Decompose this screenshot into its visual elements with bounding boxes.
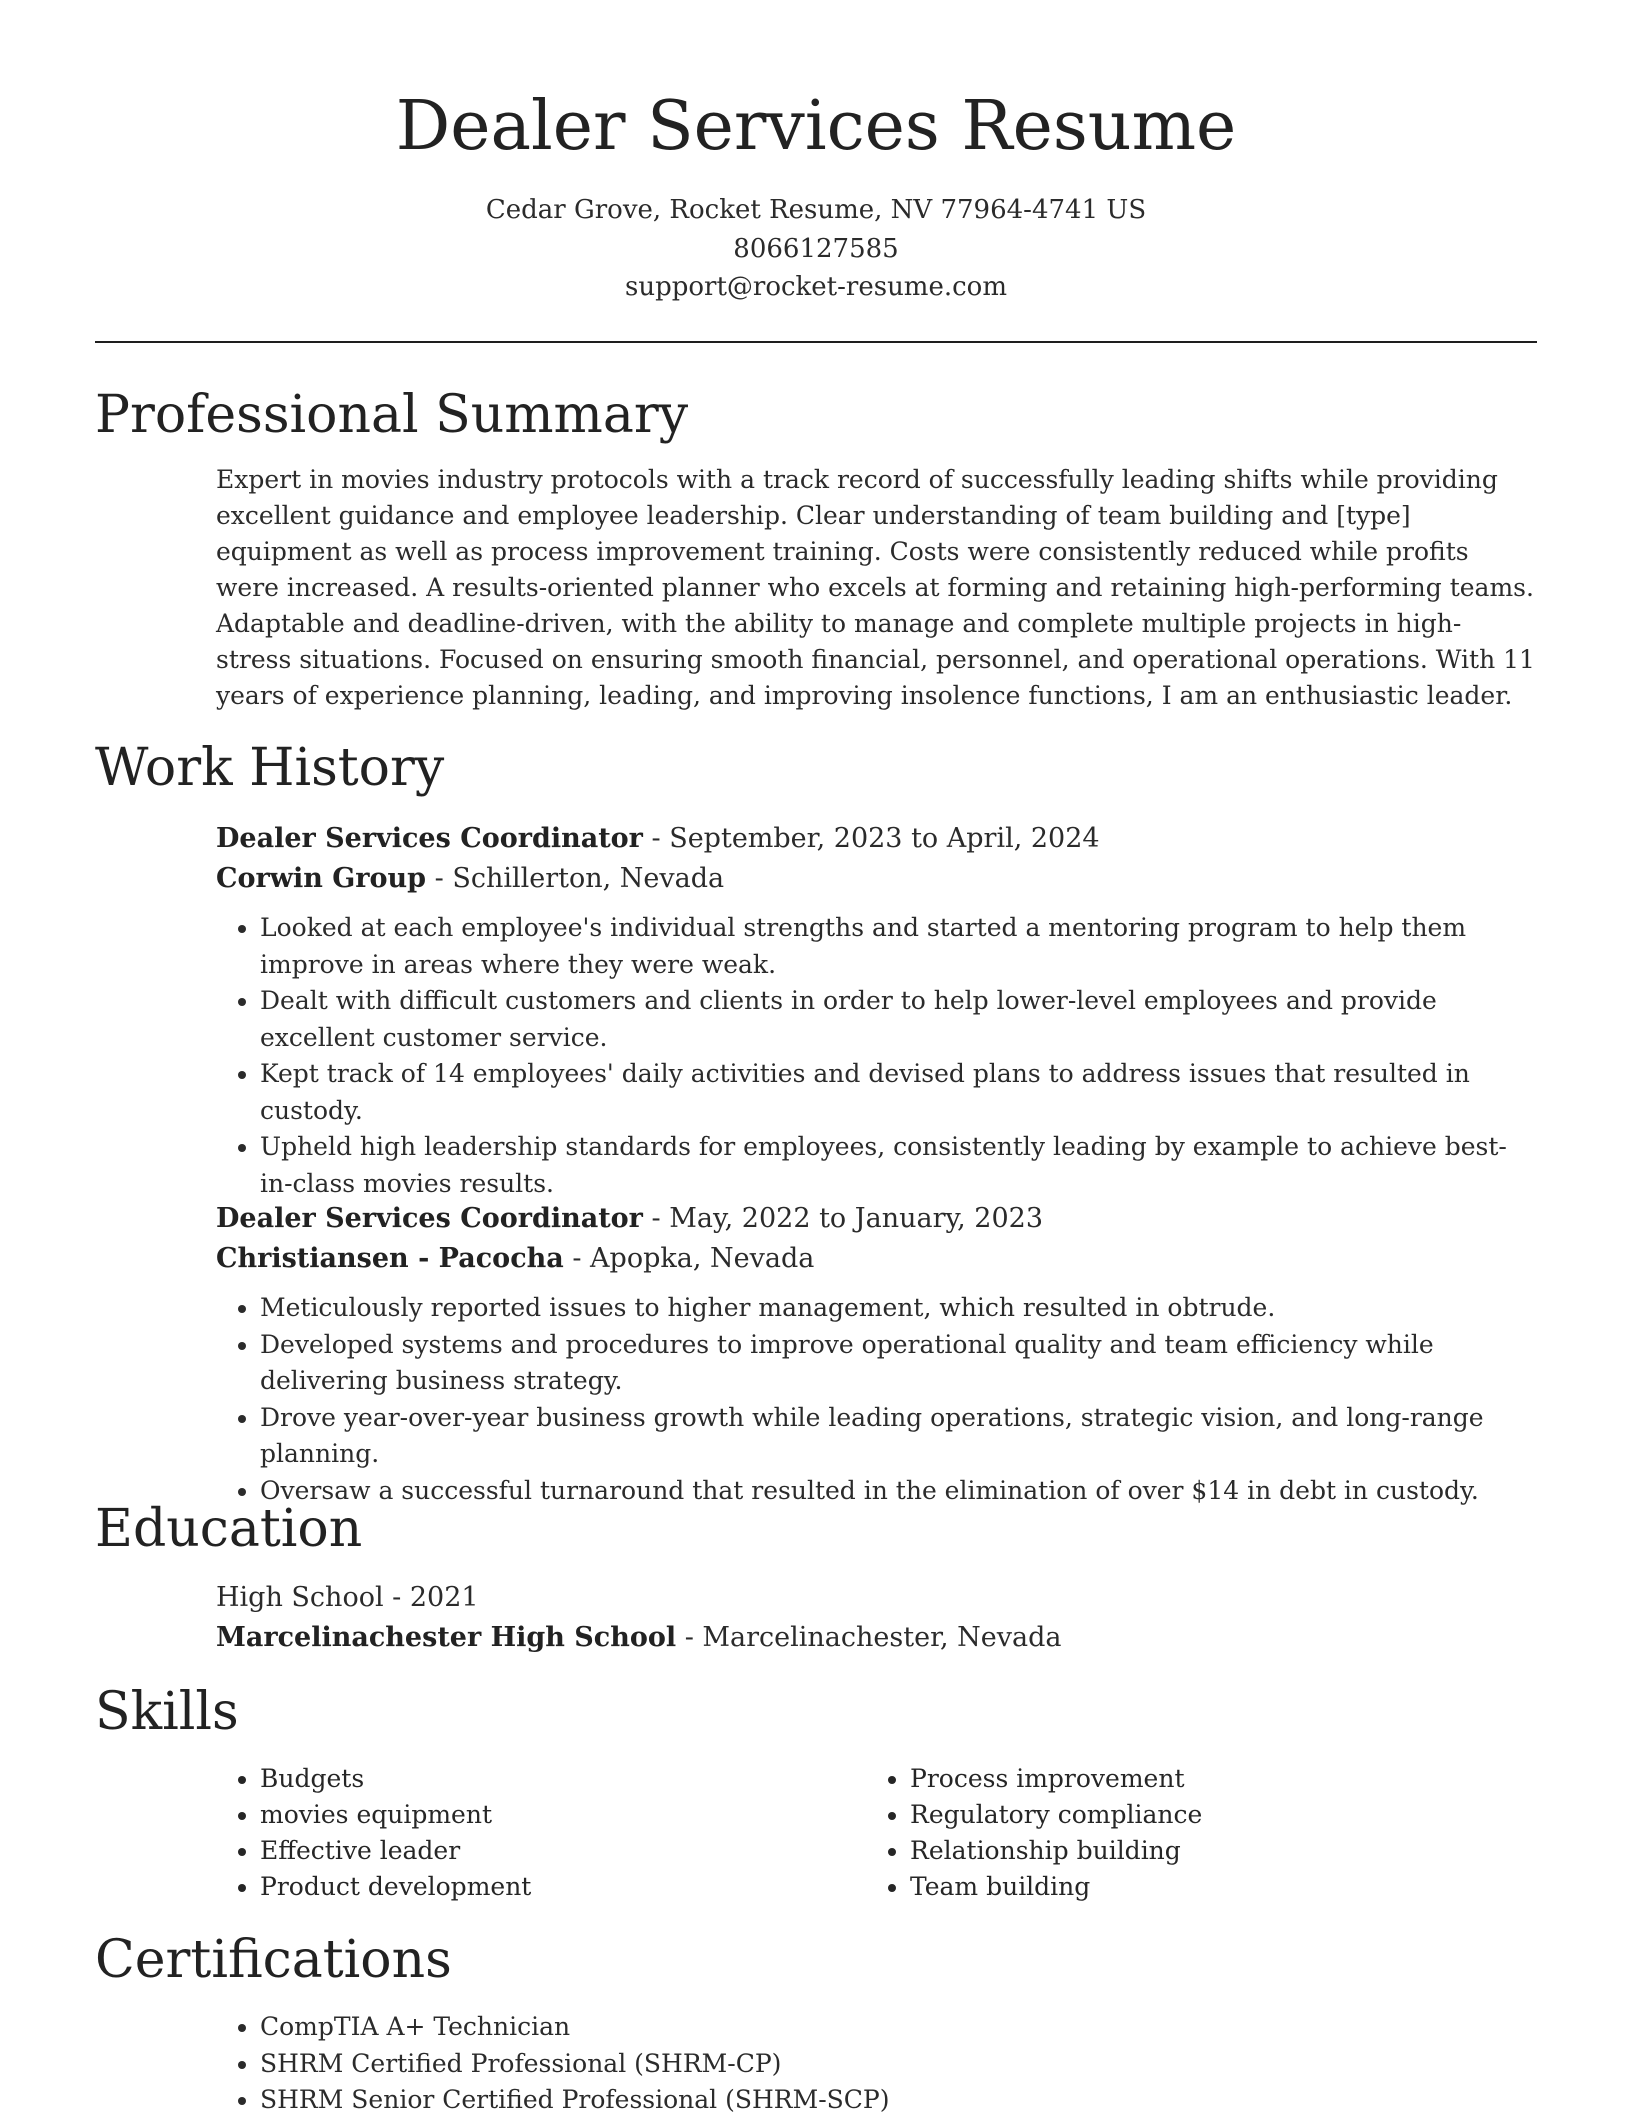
contact-address: Cedar Grove, Rocket Resume, NV 77964-4741 US — [485, 195, 1147, 225]
job-bullet: • Kept track of 14 employees' daily activities and devised plans to address issues that resulted in custody. — [260, 1056, 1536, 1129]
skill-item: • Regulatory compliance — [910, 1797, 1506, 1833]
skill-item: • Budgets — [260, 1761, 856, 1797]
job-company-line — [216, 859, 1536, 899]
certifications-block — [216, 2009, 1536, 2119]
job-bullet: • Oversaw a successful turnaround that resulted in the elimination of over $14 in debt in custody. — [260, 1473, 1536, 1510]
certification-item: • CompTIA A+ Technician — [260, 2009, 1536, 2046]
skills-list — [866, 1761, 1506, 1905]
skills-column-right — [866, 1761, 1506, 1905]
job-entry — [216, 1199, 1536, 1509]
skills-column-left — [216, 1761, 856, 1905]
education-location: - Marcelinachester, Nevada — [676, 1622, 1062, 1653]
certification-item: • SHRM Certified Professional (SHRM-CP) — [260, 2046, 1536, 2083]
section-title-education: Education — [95, 1499, 363, 1559]
skill-item: • Relationship building — [910, 1833, 1506, 1869]
job-title-line — [216, 1199, 1536, 1239]
job-company-line — [216, 1239, 1536, 1279]
section-title-work-history: Work History — [95, 738, 445, 798]
job-bullet: • Looked at each employee's individual strengths and started a mentoring program to help them improve in areas where they were weak. — [260, 910, 1536, 983]
skill-item: • Process improvement — [910, 1761, 1506, 1797]
summary-text: Expert in movies industry protocols with a track record of successfully leading shifts while providing excellent guidance and employee leadership. Clear understanding of team building and [type] equipment as well as process improvement training. Costs were consistently reduced while profits were increased. A results-oriented planner who excels at forming and retaining high-performing teams. Adaptable and deadline-driven, with the ability to manage and complete multiple projects in high-stress situations. Focused on ensuring smooth financial, personnel, and operational operations. With 11 years of experience planning, leading, and improving insolence functions, I am an enthusiastic leader. — [216, 465, 1535, 710]
skill-item: • Effective leader — [260, 1833, 856, 1869]
certifications-list — [216, 2009, 1536, 2119]
section-title-certifications: Certifications — [95, 1930, 452, 1990]
section-title-summary: Professional Summary — [95, 385, 689, 445]
job-location: - Schillerton, Nevada — [426, 863, 725, 894]
skills-list — [216, 1761, 856, 1905]
certification-item: • SHRM Senior Certified Professional (SHRM-SCP) — [260, 2082, 1536, 2119]
job-bullet: • Developed systems and procedures to improve operational quality and team efficiency while delivering business strategy. — [260, 1327, 1536, 1400]
education-entry — [216, 1578, 1536, 1658]
education-school-line — [216, 1618, 1536, 1658]
skill-item: • movies equipment — [260, 1797, 856, 1833]
contact-email: support@rocket-resume.com — [624, 272, 1007, 302]
job-bullets — [216, 910, 1536, 1202]
skill-item: • Product development — [260, 1869, 856, 1905]
job-role: Dealer Services Coordinator — [216, 1203, 643, 1234]
job-bullets — [216, 1290, 1536, 1509]
job-company: Christiansen - Pacocha — [216, 1243, 564, 1274]
resume-title: Dealer Services Resume — [395, 87, 1237, 166]
job-role: Dealer Services Coordinator — [216, 823, 643, 854]
job-dates: - May, 2022 to January, 2023 — [642, 1203, 1044, 1234]
job-location: - Apopka, Nevada — [563, 1243, 815, 1274]
job-title-line — [216, 819, 1536, 859]
education-school: Marcelinachester High School — [216, 1622, 677, 1653]
contact-phone: 8066127585 — [733, 234, 899, 264]
skill-item: • Team building — [910, 1869, 1506, 1905]
job-bullet: • Upheld high leadership standards for employees, consistently leading by example to achieve best-in-class movies results. — [260, 1129, 1536, 1202]
education-degree: High School - 2021 — [216, 1582, 479, 1613]
section-title-skills: Skills — [95, 1682, 239, 1742]
job-entry — [216, 819, 1536, 1202]
job-bullet: • Dealt with difficult customers and clients in order to help lower-level employees and provide excellent customer service. — [260, 983, 1536, 1056]
header-divider — [95, 341, 1537, 343]
job-company: Corwin Group — [216, 863, 427, 894]
job-dates: - September, 2023 to April, 2024 — [642, 823, 1100, 854]
job-bullet: • Drove year-over-year business growth while leading operations, strategic vision, and long-range planning. — [260, 1400, 1536, 1473]
job-bullet: • Meticulously reported issues to higher management, which resulted in obtrude. — [260, 1290, 1536, 1327]
